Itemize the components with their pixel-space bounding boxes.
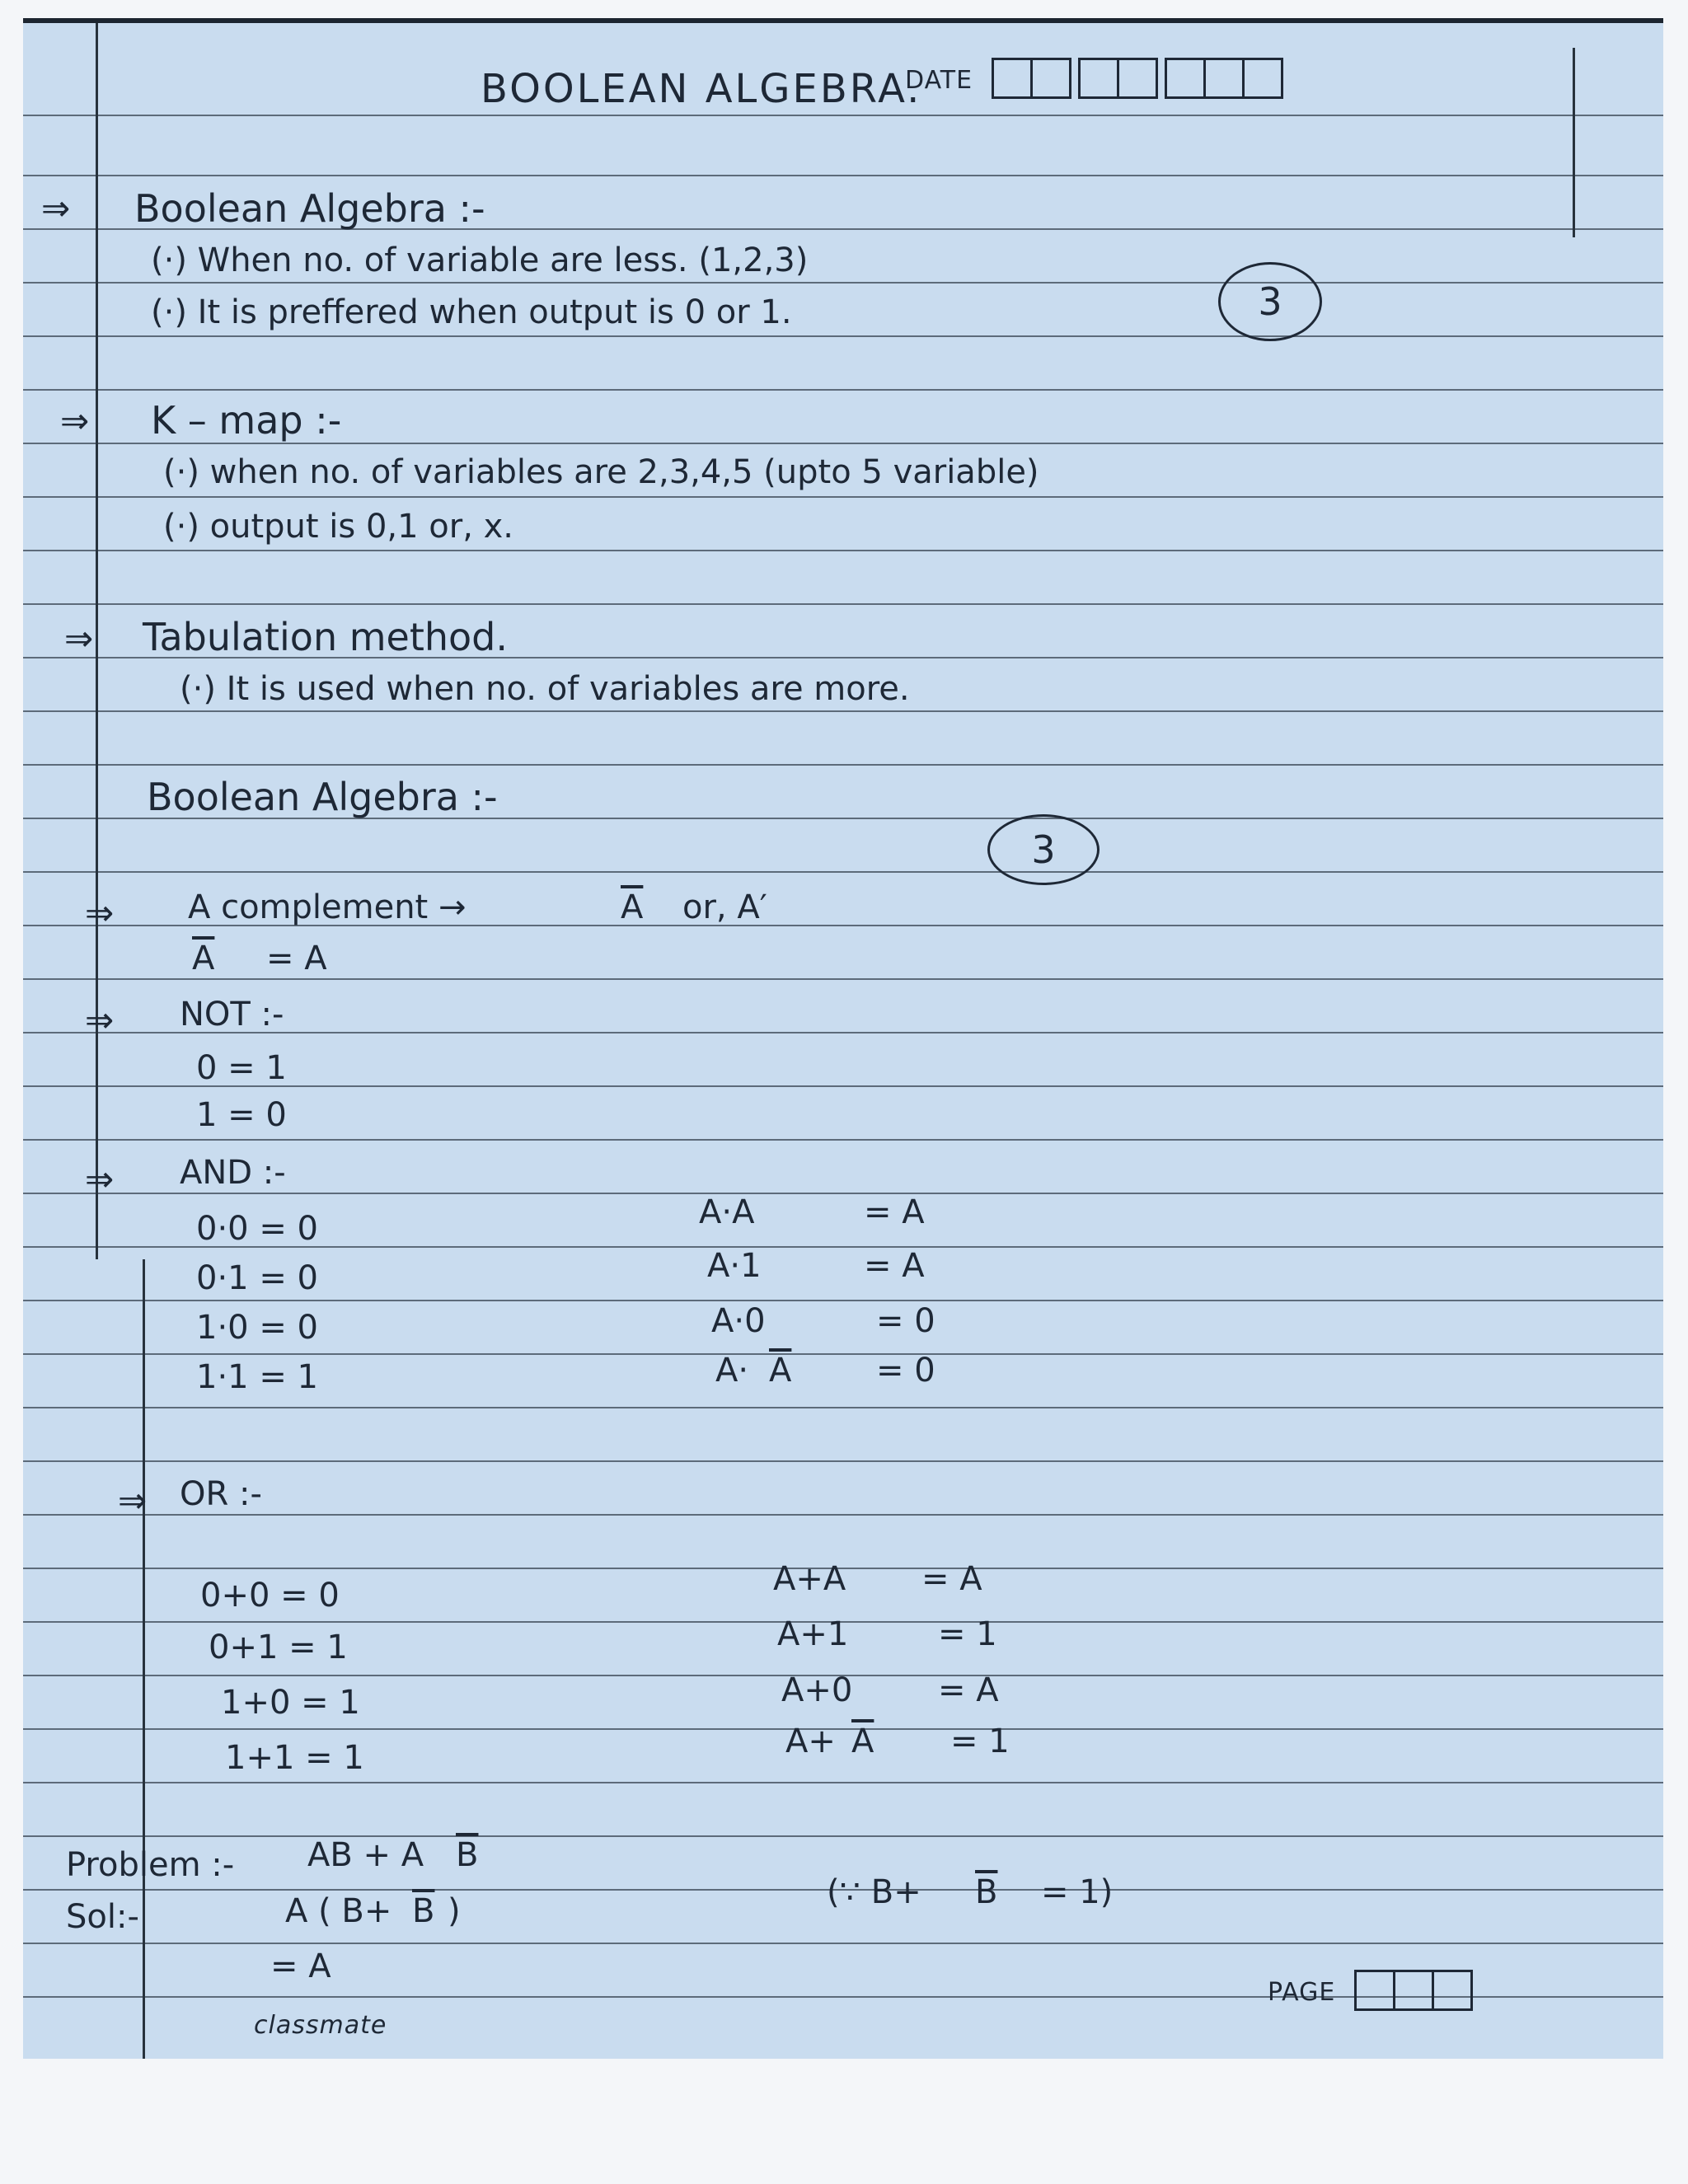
page-title: BOOLEAN ALGEBRA. <box>481 66 922 112</box>
section-heading: K – map :- <box>151 398 342 443</box>
not-heading: NOT :- <box>180 996 284 1033</box>
and-identity-rhs: = 0 <box>876 1352 935 1390</box>
complement-line: A complement → <box>188 888 467 926</box>
complement-bar-a: $\overline{A}$ <box>621 888 644 926</box>
and-row: 1·0 = 0 <box>196 1309 319 1347</box>
or-row: 0+0 = 0 <box>200 1577 340 1615</box>
and-identity-bar: $\overline{A}$ <box>769 1352 792 1390</box>
solution-label: Sol:- <box>66 1898 139 1936</box>
double-complement-result: = A <box>266 940 327 977</box>
or-identity-rhs: = A <box>921 1560 982 1598</box>
or-identity-rhs: = 1 <box>950 1722 1010 1760</box>
or-row: 0+1 = 1 <box>209 1629 348 1666</box>
or-identity-rhs: = 1 <box>938 1615 997 1653</box>
or-identity-lhs: A+0 <box>781 1671 853 1709</box>
arrow-icon: ⇒ <box>85 1159 115 1199</box>
date-boxes <box>992 58 1281 96</box>
problem-expression: AB + A <box>307 1836 424 1874</box>
section-heading: Boolean Algebra :- <box>147 775 498 819</box>
and-heading: AND :- <box>180 1154 286 1192</box>
problem-expression-bar: $\overline{B}$ <box>456 1836 479 1874</box>
note-line: (·) It is preffered when output is 0 or 1. <box>151 293 792 331</box>
and-row: 0·1 = 0 <box>196 1259 319 1297</box>
notebook-page <box>23 18 1663 2059</box>
header-right-border <box>1573 48 1575 237</box>
arrow-icon: ⇒ <box>85 893 115 933</box>
and-identity-lhs: A· <box>715 1352 749 1390</box>
double-complement: $\overline{A}$ <box>192 940 215 977</box>
or-identity-lhs: A+1 <box>777 1615 849 1653</box>
arrow-icon: ⇒ <box>41 188 71 228</box>
complement-alt: or, A′ <box>682 888 767 926</box>
and-identity-rhs: = 0 <box>876 1302 935 1340</box>
circled-mark: 3 <box>1218 262 1322 341</box>
section-heading: Tabulation method. <box>143 615 508 659</box>
not-row: 0 = 1 <box>196 1049 287 1087</box>
brand-logo: classmate <box>254 2011 387 2040</box>
solution-expression: A ( B+ <box>285 1892 392 1930</box>
margin-line-top <box>96 23 98 1259</box>
note-line: (·) output is 0,1 or, x. <box>163 508 514 546</box>
circled-mark: 3 <box>987 814 1100 885</box>
solution-expression-bar: $\overline{B}$ <box>412 1892 435 1930</box>
arrow-icon: ⇒ <box>60 401 90 441</box>
page-boxes <box>1354 1970 1470 2008</box>
solution-result: = A <box>270 1947 331 1985</box>
arrow-icon: ⇒ <box>64 618 94 658</box>
or-identity-lhs: A+ <box>785 1722 836 1760</box>
or-identity-rhs: = A <box>938 1671 999 1709</box>
note-line: (·) when no. of variables are 2,3,4,5 (upto 5 variable) <box>163 453 1039 491</box>
arrow-icon: ⇒ <box>118 1480 148 1521</box>
or-identity-lhs: A+A <box>773 1560 846 1598</box>
page-label: PAGE <box>1268 1978 1336 2007</box>
and-identity-lhs: A·1 <box>707 1247 762 1285</box>
or-row: 1+1 = 1 <box>225 1739 364 1777</box>
solution-note-bar: $\overline{B}$ <box>975 1873 998 1911</box>
or-heading: OR :- <box>180 1475 262 1513</box>
date-label: DATE <box>905 66 973 95</box>
and-row: 0·0 = 0 <box>196 1210 319 1248</box>
problem-label: Problem :- <box>66 1846 235 1884</box>
and-identity-lhs: A·0 <box>711 1302 766 1340</box>
and-identity-rhs: = A <box>864 1193 925 1231</box>
not-row: 1 = 0 <box>196 1096 287 1134</box>
margin-line-bottom <box>143 1259 145 2059</box>
or-identity-bar: $\overline{A}$ <box>851 1722 874 1760</box>
or-row: 1+0 = 1 <box>221 1684 360 1722</box>
and-identity-rhs: = A <box>864 1247 925 1285</box>
and-identity-lhs: A·A <box>699 1193 755 1231</box>
arrow-icon: ⇒ <box>85 1000 115 1040</box>
solution-note-end: = 1) <box>1041 1873 1114 1911</box>
solution-note: (∵ B+ <box>827 1873 921 1911</box>
note-line: (·) When no. of variable are less. (1,2,3) <box>151 241 809 279</box>
section-heading: Boolean Algebra :- <box>134 186 485 231</box>
solution-expression-close: ) <box>448 1892 461 1930</box>
and-row: 1·1 = 1 <box>196 1358 319 1396</box>
note-line: (·) It is used when no. of variables are more. <box>180 670 910 708</box>
